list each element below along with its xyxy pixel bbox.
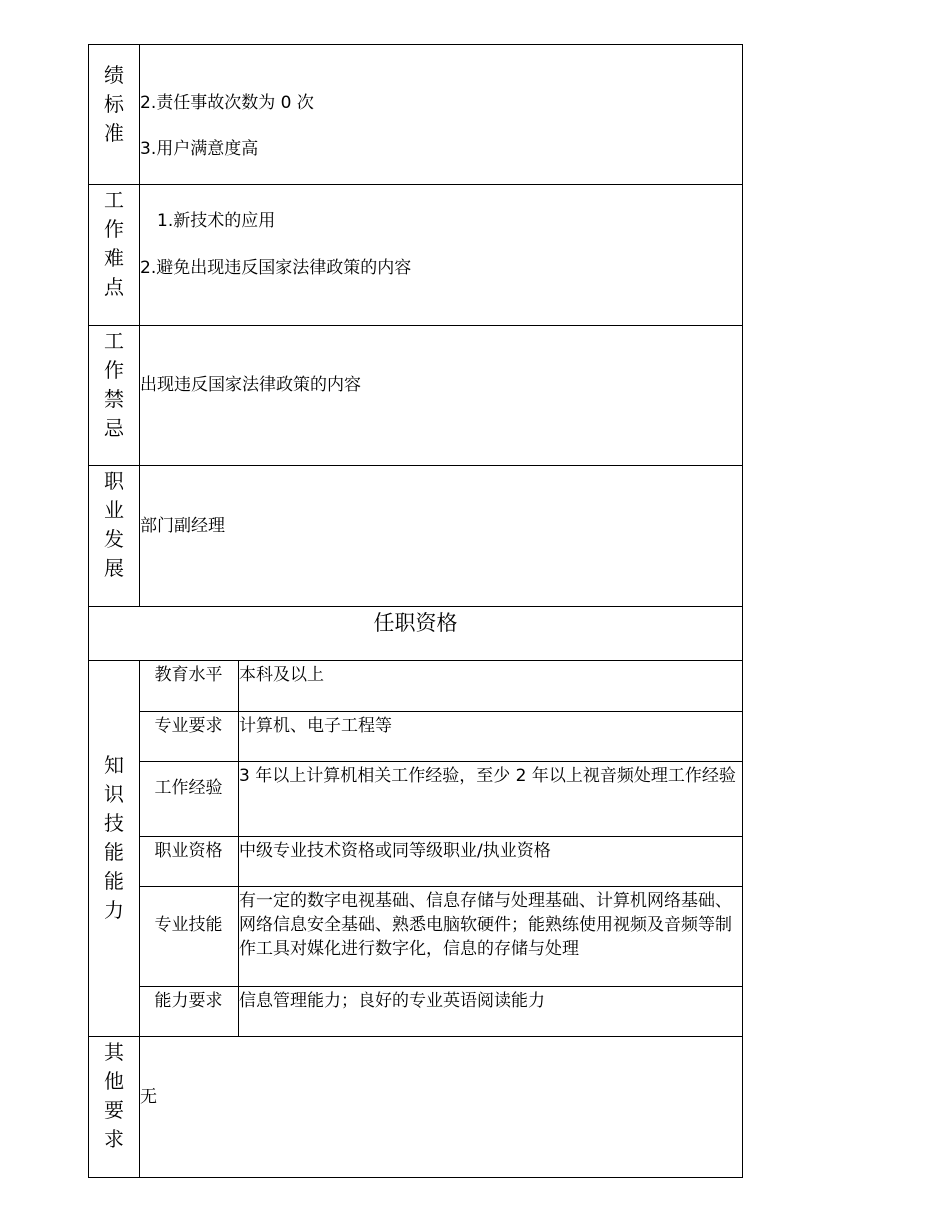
- knowledge-skill-label: 知 识 技 能 能 力: [104, 753, 124, 922]
- career-text: 部门副经理: [140, 516, 225, 536]
- difficulty-item: 1.新技术的应用: [157, 211, 276, 231]
- difficulty-label: 工 作 难 点: [104, 188, 124, 299]
- row-border: [88, 1036, 743, 1037]
- difficulty-item: 2.避免出现违反国家法律政策的内容: [140, 258, 412, 278]
- qualification-label-education: 教育水平: [154, 665, 223, 685]
- qualification-value-experience: 3 年以上计算机相关工作经验，至少 2 年以上视音频处理工作经验: [239, 766, 736, 786]
- qualification-value-skills: 有一定的数字电视基础、信息存储与处理基础、计算机网络基础、网络信息安全基础、熟悉电脑软硬件；能熟练使用视频及音频等制作工具对媒化进行数字化，信息的存储与处理: [239, 891, 732, 959]
- taboo-label: 工 作 禁 忌: [104, 329, 124, 440]
- other-requirements-text: 无: [140, 1087, 157, 1107]
- qualification-value-major: 计算机、电子工程等: [239, 716, 392, 736]
- career-label: 职 业 发 展: [104, 469, 124, 580]
- row-border: [139, 886, 743, 887]
- row-border: [139, 761, 743, 762]
- row-border: [88, 1177, 743, 1178]
- row-border: [88, 44, 743, 45]
- row-border: [88, 465, 743, 466]
- qualification-value-education: 本科及以上: [239, 665, 324, 685]
- performance-item: 2.责任事故次数为 0 次: [140, 93, 314, 113]
- row-border: [88, 325, 743, 326]
- row-border: [139, 986, 743, 987]
- other-requirements-label: 其 他 要 求: [104, 1040, 124, 1151]
- qualification-label-skills: 专业技能: [154, 915, 223, 935]
- performance-item: 3.用户满意度高: [140, 139, 259, 159]
- qualification-label-major: 专业要求: [154, 716, 223, 736]
- row-border: [88, 606, 743, 607]
- row-border: [139, 836, 743, 837]
- row-border: [88, 660, 743, 661]
- row-border: [88, 184, 743, 185]
- qualification-value-ability: 信息管理能力；良好的专业英语阅读能力: [239, 991, 545, 1011]
- performance-label: 绩 标 准: [104, 63, 124, 145]
- qualification-title: 任职资格: [373, 611, 458, 635]
- table-border-right: [742, 44, 743, 1178]
- taboo-text: 出现违反国家法律政策的内容: [140, 375, 361, 395]
- qualification-label-certification: 职业资格: [154, 841, 223, 861]
- qualification-label-ability: 能力要求: [154, 991, 223, 1011]
- qualification-label-experience: 工作经验: [154, 778, 223, 798]
- row-border: [139, 711, 743, 712]
- qualification-value-certification: 中级专业技术资格或同等级职业/执业资格: [239, 841, 551, 861]
